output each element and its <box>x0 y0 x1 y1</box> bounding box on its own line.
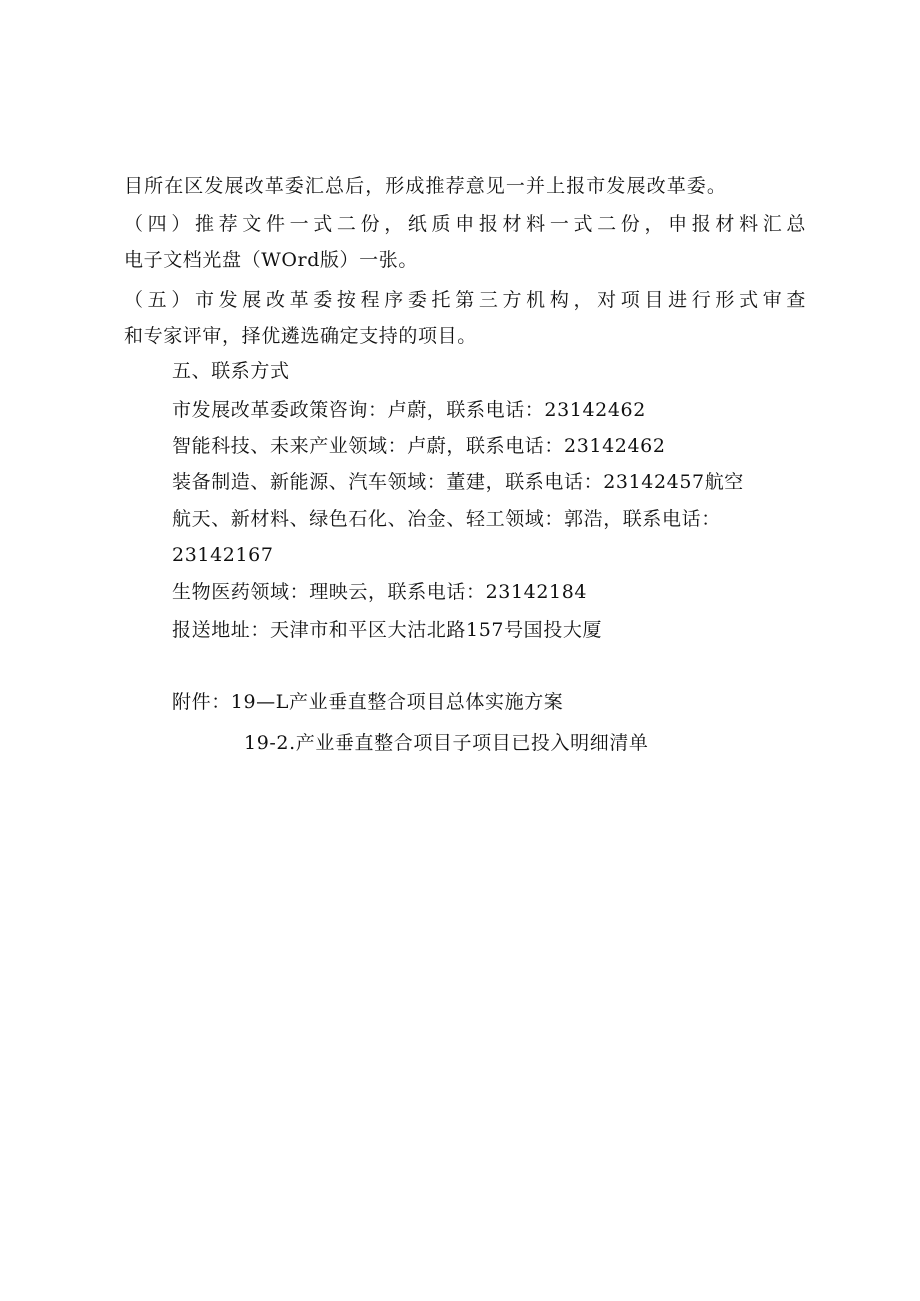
contact-line-aerospace-phone: 23142167 <box>172 544 274 566</box>
section-heading-contact: 五、联系方式 <box>172 360 290 382</box>
submission-address: 报送地址：天津市和平区大沽北路157号国投大厦 <box>172 619 603 641</box>
contact-line-equipment: 装备制造、新能源、汽车领域：董建，联系电话：23142457航空 <box>172 471 744 493</box>
contact-line-policy: 市发展改革委政策咨询：卢蔚，联系电话：23142462 <box>172 399 646 421</box>
contact-line-biomedicine: 生物医药领域：理映云，联系电话：23142184 <box>172 581 588 603</box>
paragraph-line-1: 目所在区发展改革委汇总后，形成推荐意见一并上报市发展改革委。 <box>124 175 728 197</box>
paragraph-line-5: 和专家评审，择优遴选确定支持的项目。 <box>124 325 477 347</box>
contact-line-smart-tech: 智能科技、未来产业领域：卢蔚，联系电话：23142462 <box>172 435 666 457</box>
attachment-line-2: 19-2.产业垂直整合项目子项目已投入明细清单 <box>244 732 649 754</box>
paragraph-line-2: （四）推荐文件一式二份，纸质申报材料一式二份，申报材料汇总 <box>124 213 806 235</box>
paragraph-line-4: （五）市发展改革委按程序委托第三方机构，对项目进行形式审查 <box>124 289 806 311</box>
paragraph-line-3: 电子文档光盘（WOrd版）一张。 <box>124 249 418 271</box>
contact-line-aerospace: 航天、新材料、绿色石化、冶金、轻工领域：郭浩，联系电话： <box>172 508 721 530</box>
attachment-line-1: 附件：19—L产业垂直整合项目总体实施方案 <box>172 691 564 713</box>
